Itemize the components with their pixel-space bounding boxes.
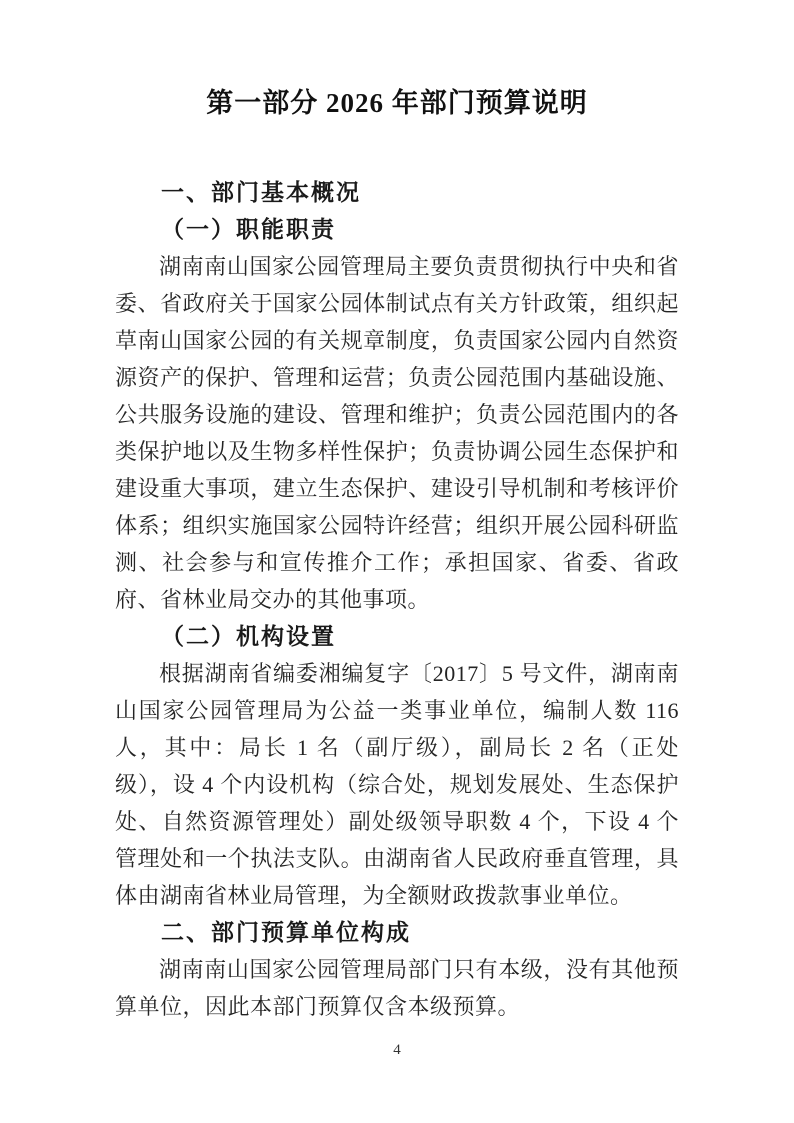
subsection-heading-organization: （二）机构设置: [161, 623, 336, 649]
document-title: 第一部分 2026 年部门预算说明: [206, 88, 588, 118]
subsection-heading-duties: （一）职能职责: [161, 216, 336, 242]
page-number: 4: [393, 1042, 401, 1058]
paragraph-budget-units: 湖南南山国家公园管理局部门只有本级，没有其他预算单位，因此本部门预算仅含本级预算。: [115, 957, 679, 1019]
section-heading-basic-overview: 一、部门基本概况: [161, 179, 361, 205]
paragraph-organization: 根据湖南省编委湘编复字〔2017〕5 号文件，湖南南山国家公园管理局为公益一类事业单位，编制人数 116 人，其中：局长 1 名（副厅级），副局长 2 名（正处级），设 4 个内设机构（综合处，规划发展处、生态保护处、自然资源管理处）副处级领导职数 4 个，下设 4 个管理处和一个执法支队。由湖南省人民政府垂直管理，具体由湖南省林业局管理，为全额财政拨款事业单位。: [115, 661, 679, 908]
paragraph-duties: 湖南南山国家公园管理局主要负责贯彻执行中央和省委、省政府关于国家公园体制试点有关方针政策，组织起草南山国家公园的有关规章制度，负责国家公园内自然资源资产的保护、管理和运营；负责公园范围内基础设施、公共服务设施的建设、管理和维护；负责公园范围内的各类保护地以及生物多样性保护；负责协调公园生态保护和建设重大事项，建立生态保护、建设引导机制和考核评价体系；组织实施国家公园特许经营；组织开展公园科研监测、社会参与和宣传推介工作；承担国家、省委、省政府、省林业局交办的其他事项。: [115, 254, 679, 612]
document-content: [115, 85, 679, 1025]
section-heading-budget-units: 二、部门预算单位构成: [161, 919, 411, 945]
